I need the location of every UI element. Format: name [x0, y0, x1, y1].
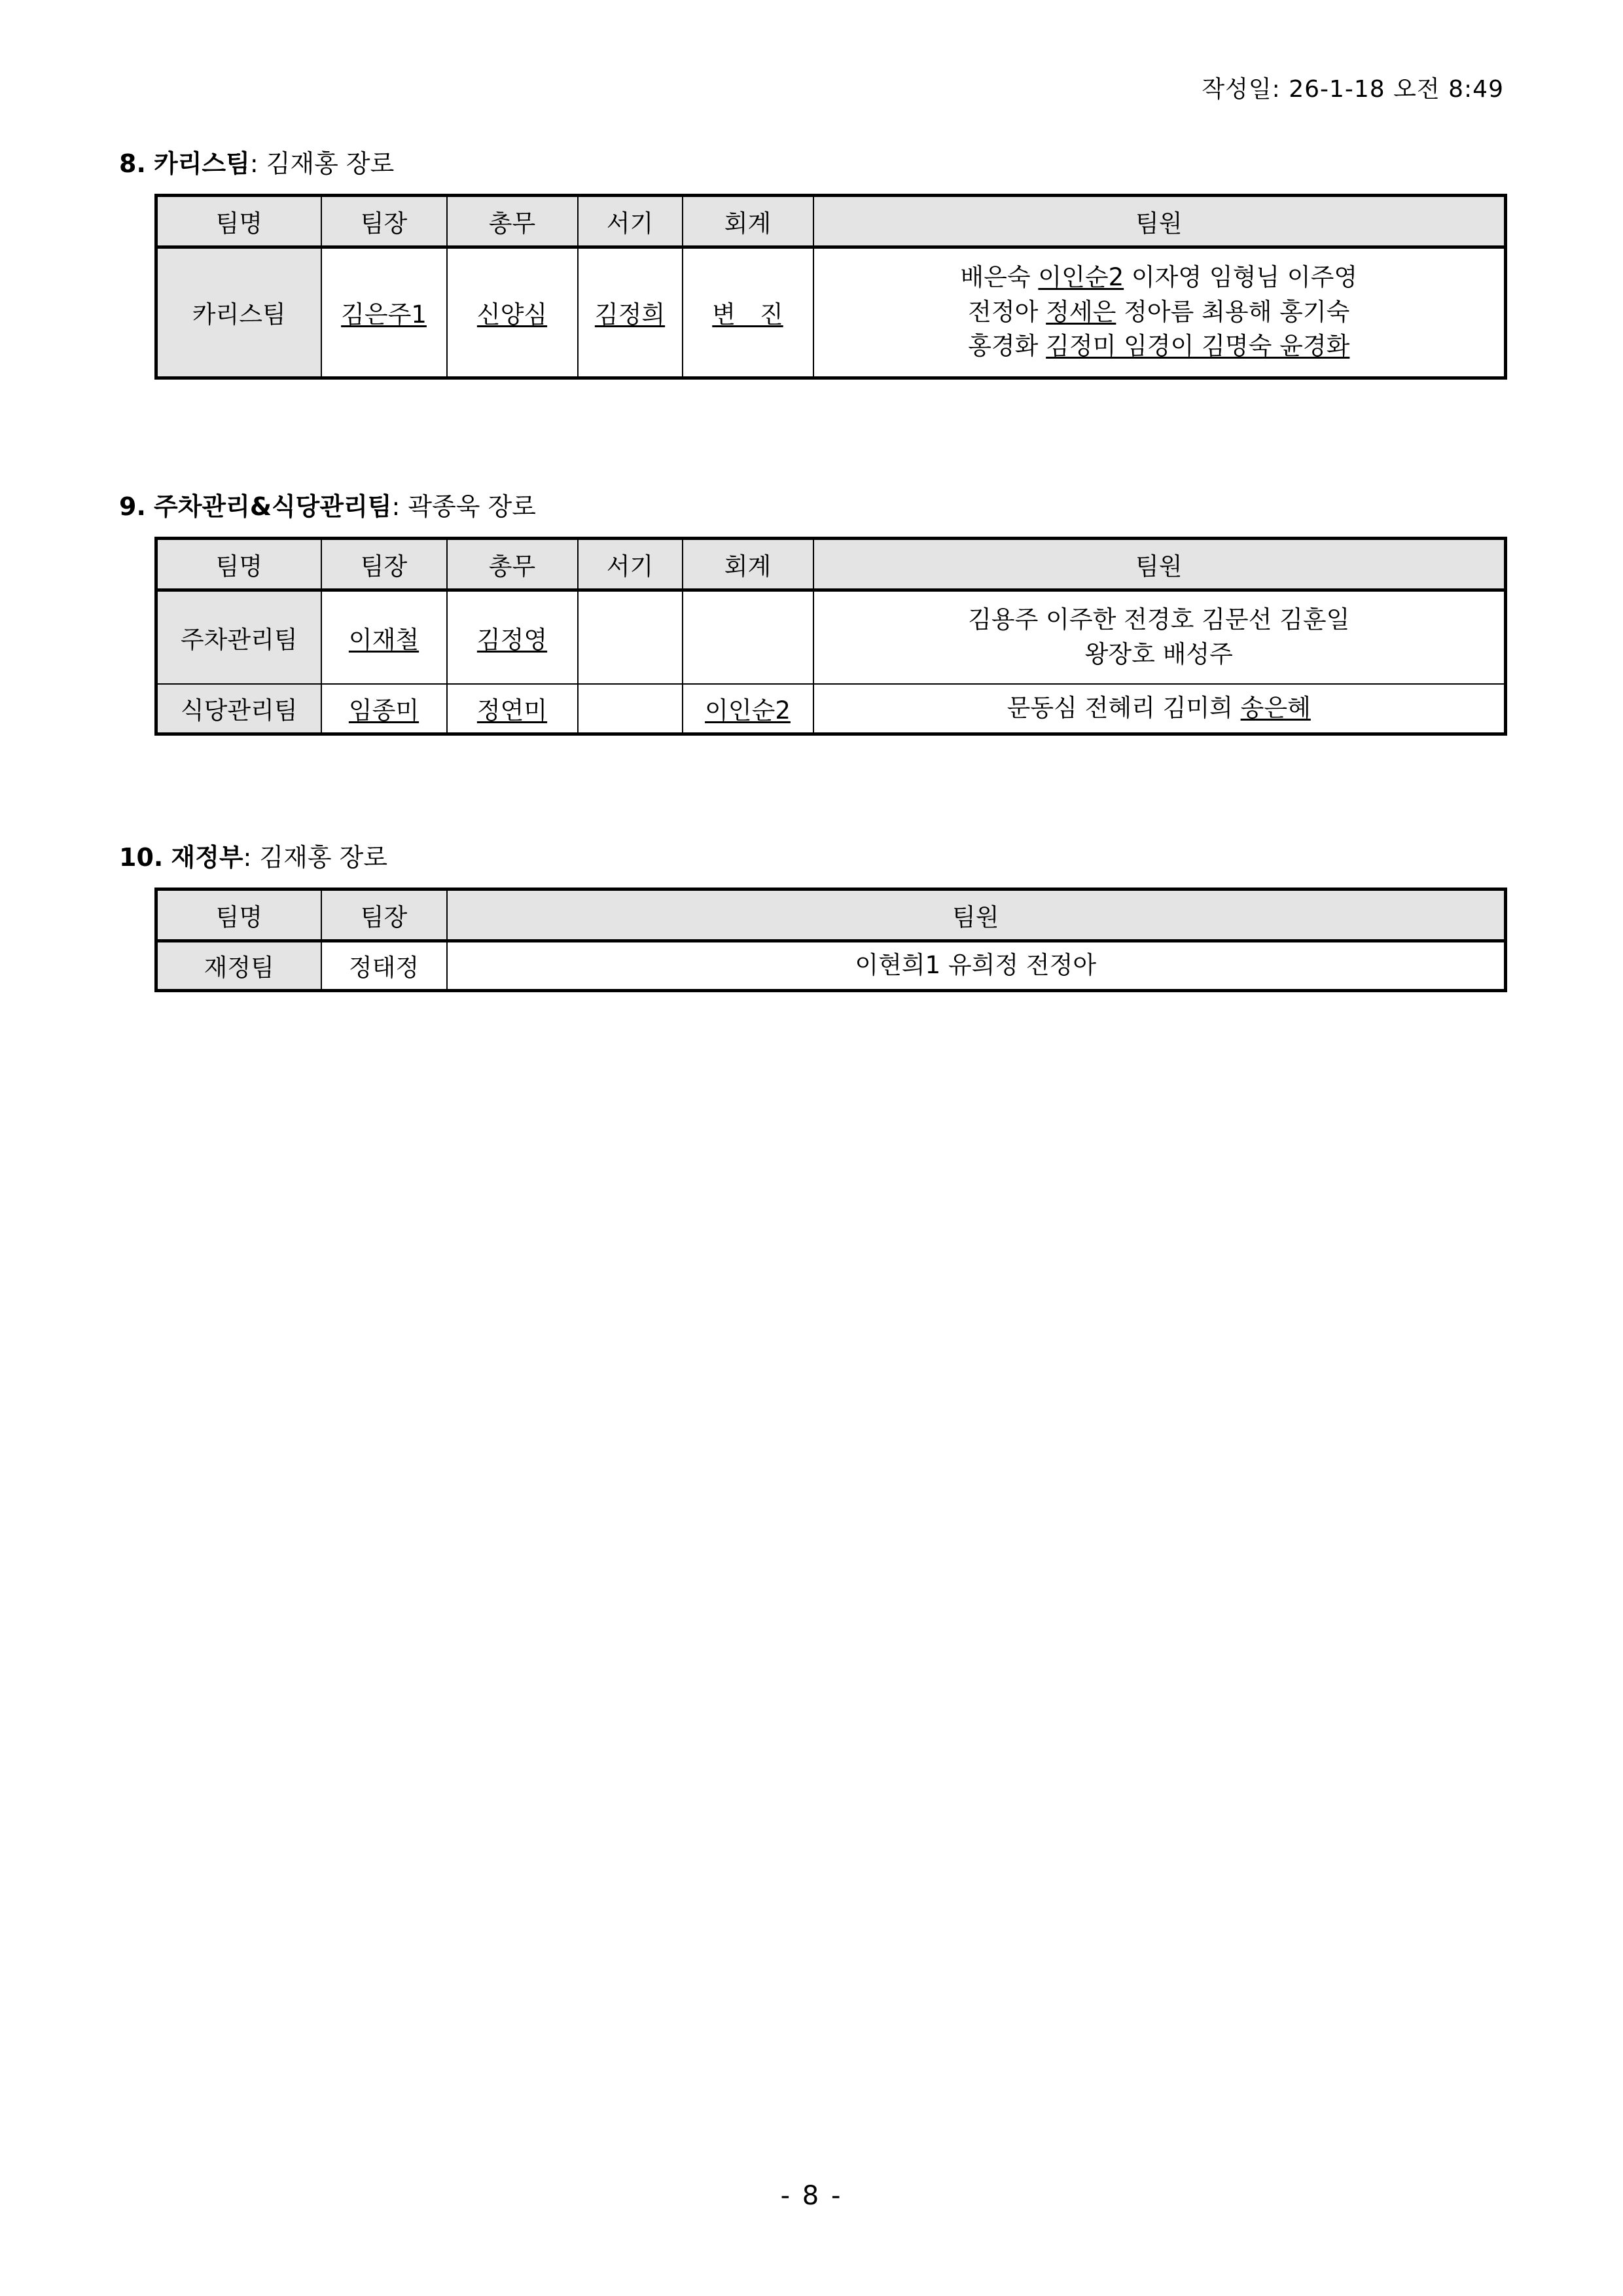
member-line	[814, 295, 1505, 330]
column-header-members: 팀원	[813, 195, 1506, 247]
member-line	[814, 260, 1505, 295]
person-name: 김정희	[594, 300, 666, 329]
cell-members	[813, 684, 1506, 734]
person-name: 김은주1	[341, 300, 427, 329]
member-line	[814, 691, 1505, 726]
column-header-leader: 팀장	[321, 538, 447, 590]
cell-members	[813, 590, 1506, 684]
column-header-general-affairs: 총무	[447, 195, 578, 247]
section-title: 재정부	[171, 843, 243, 872]
section-subtitle: : 김재홍 장로	[243, 843, 388, 872]
person-name-group: 홍경화	[968, 332, 1046, 361]
column-header-treasurer: 회계	[683, 538, 813, 590]
section-parking-cafeteria-team	[119, 492, 1504, 736]
person-name: 신양심	[476, 300, 548, 329]
table-row	[156, 941, 1506, 990]
person-name-group: 전정아	[968, 297, 1046, 326]
table-row	[156, 684, 1506, 734]
person-name: 변 진	[712, 300, 783, 329]
person-name-underlined: 김정미 임경이 김명숙 윤경화	[1046, 332, 1350, 361]
cell-general-affairs	[447, 684, 578, 734]
cell-members	[813, 247, 1506, 378]
team-table	[154, 537, 1507, 736]
table-row	[156, 590, 1506, 684]
table-header-row	[156, 538, 1506, 590]
column-header-leader: 팀장	[321, 889, 447, 941]
person-name-group: 배은숙	[960, 263, 1039, 292]
cell-treasurer	[683, 247, 813, 378]
section-finance-department	[119, 843, 1504, 992]
cell-team-name: 주차관리팀	[156, 590, 321, 684]
person-name-group: 왕장호 배성주	[1084, 639, 1233, 668]
column-header-team-name: 팀명	[156, 889, 321, 941]
column-header-secretary: 서기	[578, 195, 683, 247]
table-header-row	[156, 195, 1506, 247]
cell-leader	[321, 684, 447, 734]
cell-team-name: 카리스팀	[156, 247, 321, 378]
cell-team-name: 식당관리팀	[156, 684, 321, 734]
column-header-secretary: 서기	[578, 538, 683, 590]
person-name-group: 김용주 이주한 전경호 김문선 김훈일	[968, 605, 1350, 634]
cell-leader	[321, 590, 447, 684]
cell-leader	[321, 941, 447, 990]
section-heading	[119, 149, 1504, 179]
person-name: 임종미	[348, 696, 419, 725]
cell-leader	[321, 247, 447, 378]
person-name-group: 이현희1 유희정 전정아	[855, 950, 1097, 979]
member-line	[814, 637, 1505, 672]
column-header-members: 팀원	[813, 538, 1506, 590]
cell-general-affairs	[447, 590, 578, 684]
section-carith-team	[119, 149, 1504, 380]
table-row	[156, 247, 1506, 378]
person-name-group: 정아름 최용해 홍기숙	[1116, 297, 1350, 326]
person-name-underlined: 정세은	[1046, 297, 1116, 326]
person-name-underlined: 송은혜	[1240, 694, 1311, 723]
person-name: 정태정	[348, 954, 419, 982]
section-number: 9.	[119, 492, 146, 521]
cell-general-affairs	[447, 247, 578, 378]
column-header-team-name: 팀명	[156, 195, 321, 247]
person-name-group: 문동심 전혜리 김미희	[1007, 694, 1241, 723]
person-name: 정연미	[476, 696, 548, 725]
section-number: 10.	[119, 843, 164, 872]
person-name-underlined: 이인순2	[1038, 263, 1124, 292]
cell-treasurer	[683, 590, 813, 684]
person-name-group: 이자영 임형님 이주영	[1124, 263, 1358, 292]
section-title: 카리스팀	[153, 149, 250, 178]
column-header-leader: 팀장	[321, 195, 447, 247]
cell-members	[447, 941, 1506, 990]
column-header-team-name: 팀명	[156, 538, 321, 590]
section-number: 8.	[119, 149, 146, 178]
section-subtitle: : 김재홍 장로	[249, 149, 395, 178]
member-line	[448, 948, 1505, 983]
member-line	[814, 603, 1505, 637]
column-header-treasurer: 회계	[683, 195, 813, 247]
section-title: 주차관리&식당관리팀	[153, 492, 392, 521]
cell-secretary	[578, 247, 683, 378]
column-header-members: 팀원	[447, 889, 1506, 941]
section-heading	[119, 843, 1504, 873]
section-heading	[119, 492, 1504, 522]
team-table	[154, 888, 1507, 992]
person-name: 이재철	[348, 625, 419, 654]
page-number: - 8 -	[780, 2181, 843, 2211]
table-header-row	[156, 889, 1506, 941]
cell-team-name: 재정팀	[156, 941, 321, 990]
cell-treasurer	[683, 684, 813, 734]
section-subtitle: : 곽종욱 장로	[391, 492, 537, 521]
person-name: 이인순2	[705, 696, 791, 725]
person-name: 김정영	[476, 625, 548, 654]
cell-secretary	[578, 684, 683, 734]
team-table	[154, 194, 1507, 380]
column-header-general-affairs: 총무	[447, 538, 578, 590]
document-created-date: 작성일: 26-1-18 오전 8:49	[1202, 76, 1504, 103]
member-line	[814, 329, 1505, 364]
cell-secretary	[578, 590, 683, 684]
